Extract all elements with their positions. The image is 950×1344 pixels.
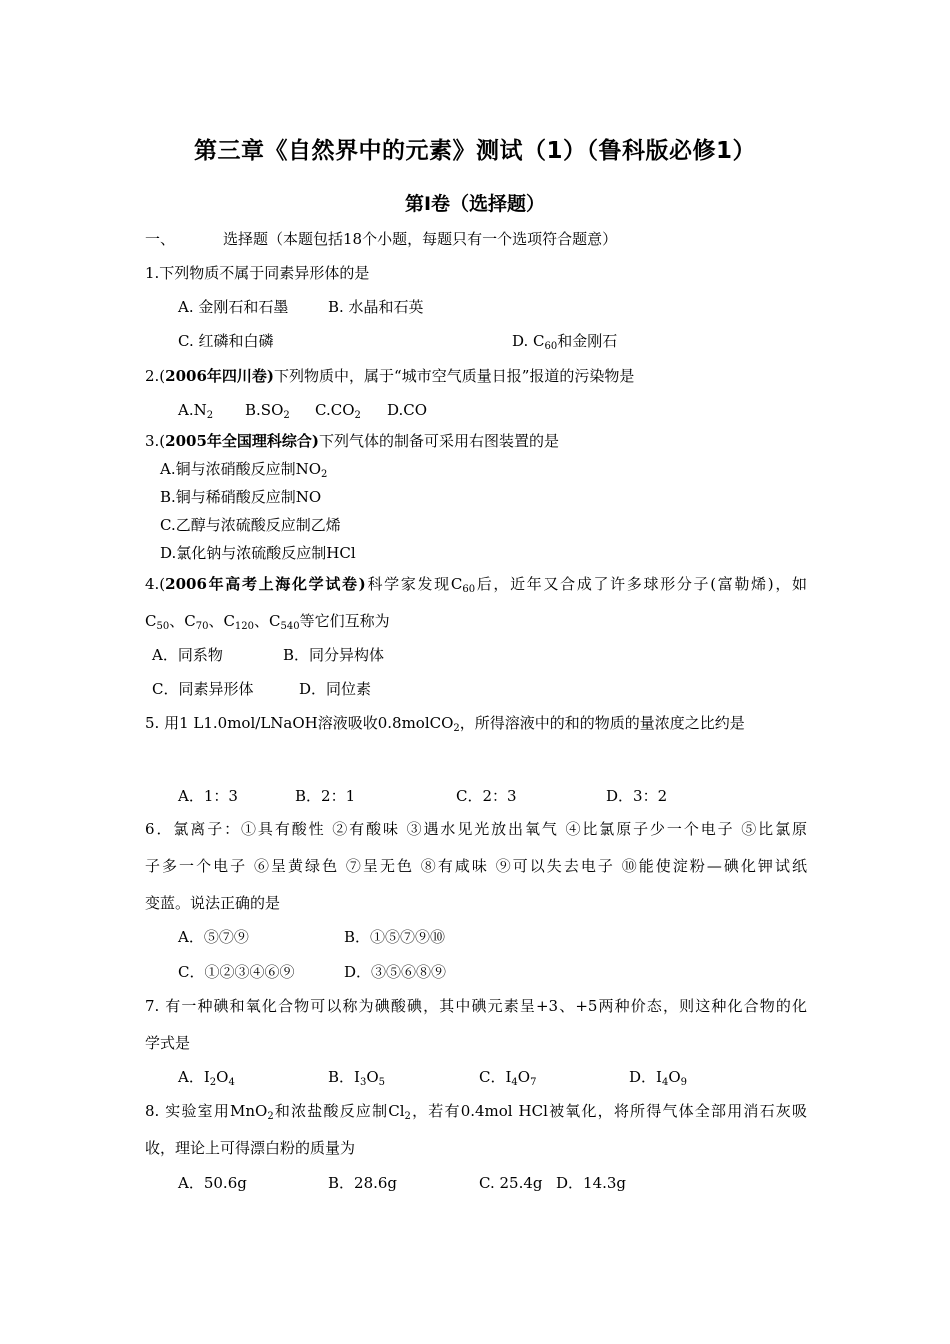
question-8-stem-line-1: 8. 实验室用MnO$_2$和浓盐酸反应制$Cl_2$，若有0.4mol HCl被氧化，将所得气体全部用消石灰吸 <box>145 1102 807 1122</box>
section-title: 第I卷（选择题） <box>404 193 546 215</box>
question-4-source: 2006年高考上海化学试卷) <box>165 575 366 593</box>
question-6-stem-line-3: 变蓝。说法正确的是 <box>145 894 281 912</box>
question-8-stem-line-2: 收，理论上可得漂白粉的质量为 <box>145 1139 356 1157</box>
question-6-option-d: D．③⑤⑥⑧⑨ <box>344 963 447 981</box>
question-1-option-c: C. 红磷和白磷 <box>178 332 274 350</box>
question-5-stem: 5. 用1 L1.0mol/LNaOH溶液吸收0.8molCO$_2$，所得溶液中的和的物质的量浓度之比约是 <box>145 714 745 734</box>
question-2-option-c: $C.CO_2$ <box>315 401 361 421</box>
question-7-option-a: A．$I_2O_4$ <box>178 1068 235 1088</box>
section-number: 一、 <box>145 230 176 248</box>
question-3-option-c: C.乙醇与浓硫酸反应制乙烯 <box>160 516 341 534</box>
question-3-option-a: A.铜与浓硝酸反应制$NO_2$ <box>160 460 328 480</box>
question-8-option-d: D．14.3g <box>556 1174 627 1192</box>
question-3-option-d: D.氯化钠与浓硫酸反应制HCl <box>160 544 356 562</box>
question-5-option-a: A．1：3 <box>178 787 238 805</box>
question-3-source: 2005年全国理科综合) <box>165 432 320 450</box>
question-5-option-b: B．2：1 <box>295 787 356 805</box>
question-6-option-c: C．①②③④⑥⑨ <box>178 963 295 981</box>
question-8-option-b: B．28.6g <box>328 1174 398 1192</box>
document-title: 第三章《自然界中的元素》测试（1）（鲁科版必修1） <box>193 138 756 164</box>
question-7-option-b: B．$I_3O_5$ <box>328 1068 386 1088</box>
question-4-stem-line-1: 4.(2006年高考上海化学试卷)科学家发现$C_{60}$后，近年又合成了许多球形分子(富勒烯)，如 <box>145 575 807 595</box>
question-6-stem-line-1: 6．氯离子：①具有酸性 ②有酸味 ③遇水见光放出氧气 ④比氯原子少一个电子 ⑤比氯原 <box>145 820 807 838</box>
section-heading <box>145 229 617 249</box>
question-2-stem: 2.(2006年四川卷)下列物质中，属于“城市空气质量日报”报道的污染物是 <box>145 367 635 385</box>
question-2-option-a: $A.N_2$ <box>178 401 214 421</box>
question-1-stem: 1.下列物质不属于同素异形体的是 <box>145 264 370 282</box>
question-5-option-d: D．3：2 <box>606 787 668 805</box>
question-1-option-a: A. 金刚石和石墨 <box>178 298 289 316</box>
question-2-source: 2006年四川卷) <box>165 367 275 385</box>
question-2-option-d: D.CO <box>387 401 428 419</box>
section-instructions: 选择题（本题包括18个小题，每题只有一个选项符合题意） <box>223 230 618 248</box>
question-6-option-b: B．①⑤⑦⑨⑩ <box>344 928 446 946</box>
question-3-option-b: B.铜与稀硝酸反应制NO <box>160 488 322 506</box>
question-2-option-b: $B.SO_2$ <box>245 401 290 421</box>
question-7-option-c: C．$I_4O_7$ <box>479 1068 537 1088</box>
question-1-option-b: B. 水晶和石英 <box>328 298 424 316</box>
question-7-option-d: D．$I_4O_9$ <box>629 1068 688 1088</box>
question-7-stem-line-1: 7. 有一种碘和氧化合物可以称为碘酸碘，其中碘元素呈+3、+5两种价态，则这种化合物的化 <box>145 997 807 1015</box>
question-8-option-a: A．50.6g <box>178 1174 247 1192</box>
question-1-option-d: D. $C_{60}$和金刚石 <box>512 332 618 352</box>
question-4-option-b: B．同分异构体 <box>283 646 385 664</box>
question-4-stem-line-2: $C_{50}$、$C_{70}$、$C_{120}$、$C_{540}$等它们互称为 <box>145 612 390 632</box>
question-7-stem-line-2: 学式是 <box>145 1034 191 1052</box>
question-3-stem: 3.(2005年全国理科综合)下列气体的制备可采用右图装置的是 <box>145 432 560 450</box>
question-4-option-a: A．同系物 <box>152 646 223 664</box>
question-6-stem-line-2: 子多一个电子 ⑥呈黄绿色 ⑦呈无色 ⑧有咸味 ⑨可以失去电子 ⑩能使淀粉—碘化钾试纸 <box>145 857 807 875</box>
question-6-option-a: A．⑤⑦⑨ <box>178 928 249 946</box>
question-4-option-d: D．同位素 <box>299 680 372 698</box>
question-5-option-c: C．2：3 <box>456 787 517 805</box>
question-4-option-c: C．同素异形体 <box>152 680 254 698</box>
question-8-option-c: C. 25.4g <box>479 1174 543 1192</box>
